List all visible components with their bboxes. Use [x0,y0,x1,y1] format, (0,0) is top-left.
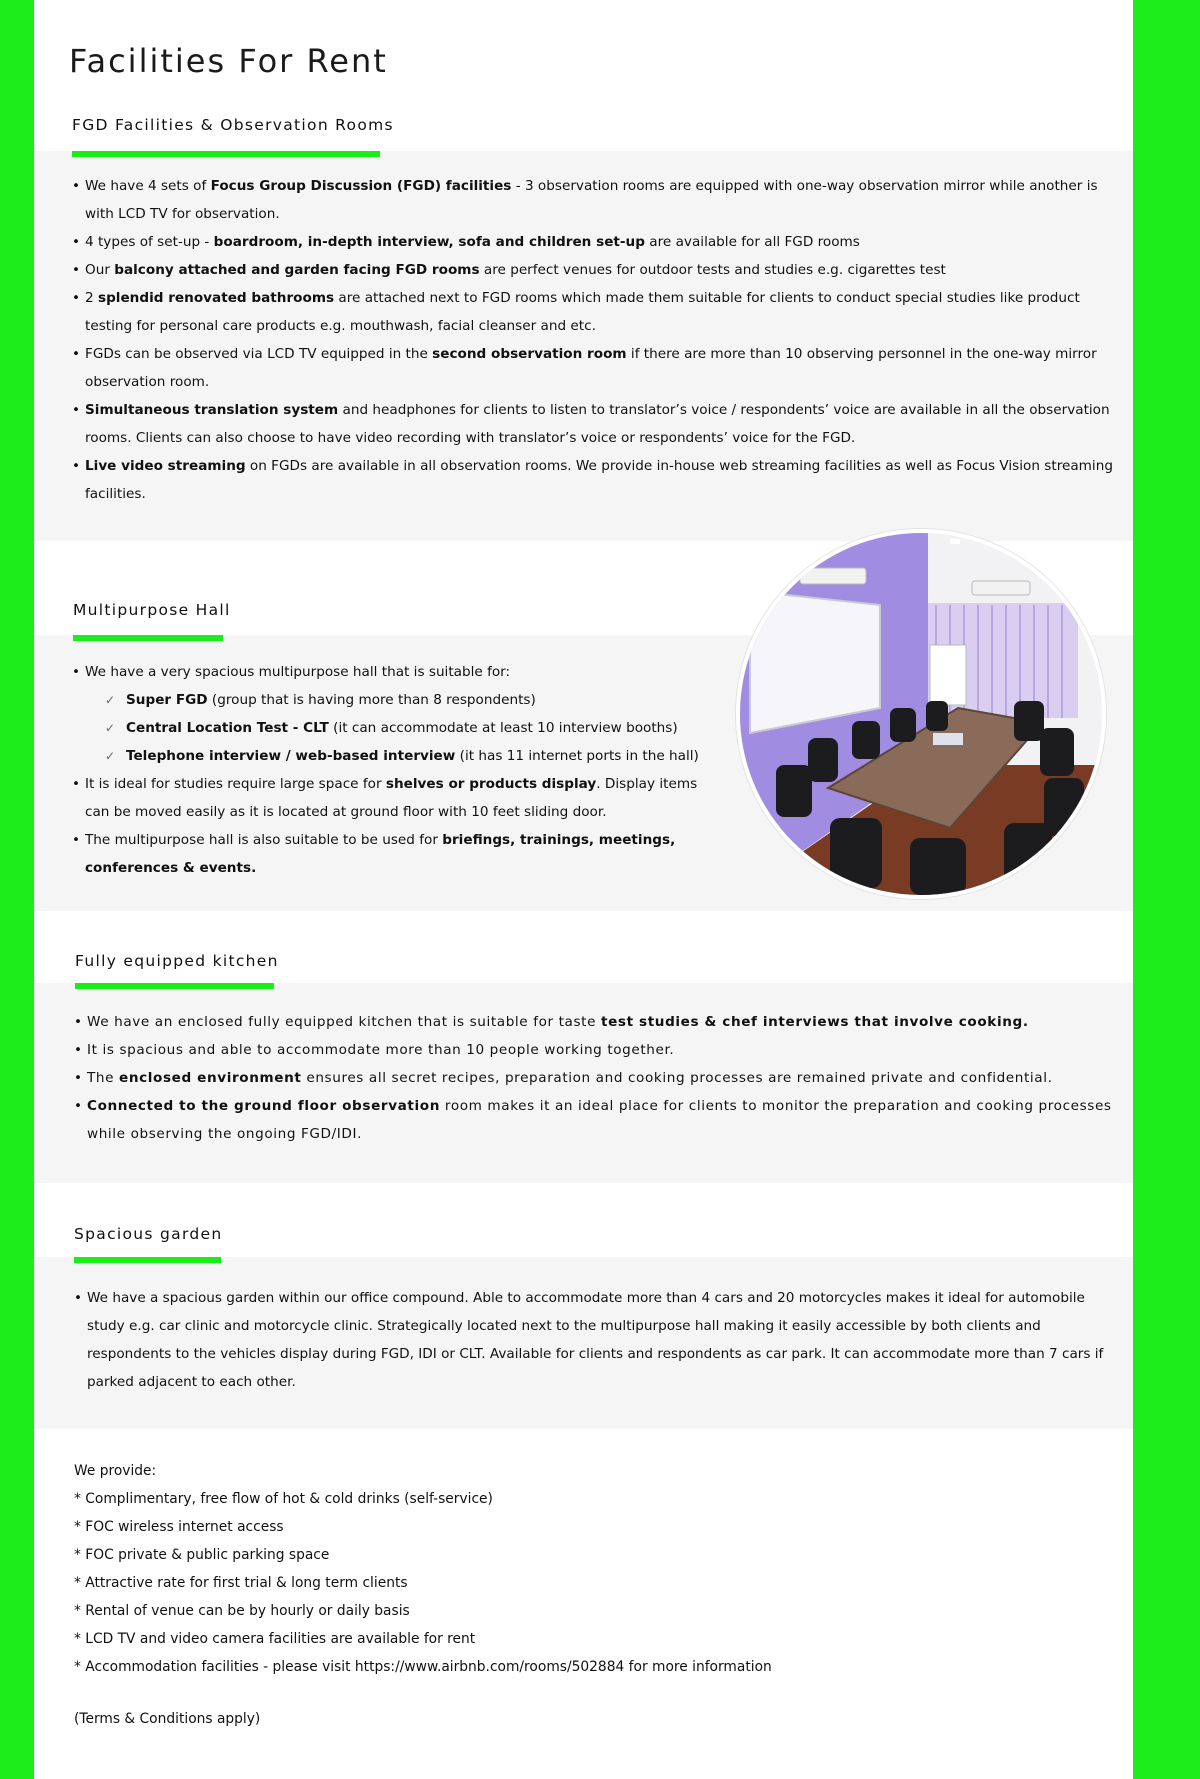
provide-item: * LCD TV and video camera facilities are available for rent [74,1631,476,1647]
text-run: The multipurpose hall is also suitable to be used for [85,832,443,848]
kitchen-heading-underline [75,983,274,989]
section-heading-garden: Spacious garden [74,1225,223,1243]
hall-bullet-item [72,826,712,882]
text-run: 4 types of set-up - [85,234,214,250]
text-run: on FGDs are available in all observation rooms. We provide in-house web streaming facilities as well as Focus Vision streaming facilities. [85,458,1113,502]
text-run: We have 4 sets of [85,178,211,194]
text-run: (it has 11 internet ports in the hall) [455,748,699,764]
bold-text: Focus Group Discussion (FGD) facilities [210,178,512,194]
text-run: We have a very spacious multipurpose hall that is suitable for: [85,664,511,680]
text-run: We have a spacious garden within our office compound. Able to accommodate more than 4 cars and 20 motorcycles makes it ideal for automobile study e.g. car clinic and motorcycle clinic. Strategically located next to the multipurpose hall making it easily accessible by both clients and respondents to the vehicles display during FGD, IDI or CLT. Available for clients and respondents as car park. It can accommodate more than 7 cars if parked adjacent to each other. [87,1290,1104,1390]
text-run: 2 [85,290,98,306]
hall-bullet-item [72,686,712,714]
fgd-bullet-item [72,396,1122,452]
provide-item: * FOC wireless internet access [74,1519,284,1535]
kitchen-bullet-item [74,1036,1129,1064]
kitchen-bullet-item [74,1064,1129,1092]
fgd-heading-underline [72,151,380,157]
text-run: (it can accommodate at least 10 interview booths) [328,720,678,736]
text-run: - 3 observation rooms are equipped with one-way observation mirror while another is with LCD TV for observation. [85,178,1098,222]
bold-text: balcony attached and garden facing FGD rooms [114,262,480,278]
garden-bullet-list [74,1284,1114,1396]
fgd-bullet-item [72,256,1122,284]
fgd-bullet-item [72,284,1122,340]
bold-text: Super FGD [126,692,208,708]
bold-text: splendid renovated bathrooms [97,290,335,306]
text-run: (group that is having more than 8 respondents) [207,692,536,708]
provide-item: * FOC private & public parking space [74,1547,330,1563]
text-run: . Display items can be moved easily as it is located at ground floor with 10 feet sliding door. [85,776,698,820]
fgd-bullet-item [72,228,1122,256]
provide-intro: We provide: [74,1463,157,1479]
section-heading-fgd: FGD Facilities & Observation Rooms [72,116,394,134]
provide-item: * Accommodation facilities - please visit https://www.airbnb.com/rooms/502884 for more information [74,1659,772,1675]
kitchen-bullet-item [74,1008,1129,1036]
page-content [34,0,1133,1779]
bold-text: Central Location Test - CLT [126,720,329,736]
bold-text: Live video streaming [85,458,246,474]
hall-bullet-item [72,742,712,770]
provide-item: * Attractive rate for first trial & long term clients [74,1575,408,1591]
bold-text: enclosed environment [119,1070,302,1086]
hall-bullet-item [72,658,712,686]
hall-bullet-item [72,770,712,826]
bold-text: Connected to the ground floor observation [87,1098,441,1114]
section-heading-hall: Multipurpose Hall [73,601,231,619]
text-run: are available for all FGD rooms [644,234,860,250]
bold-text: shelves or products display [385,776,597,792]
garden-bullet-item [74,1284,1114,1396]
bold-text: Simultaneous translation system [85,402,339,418]
text-run: FGDs can be observed via LCD TV equipped in the [85,346,433,362]
text-run: and headphones for clients to listen to translator’s voice / respondents’ voice are available in all the observation rooms. Clients can also choose to have video recording with translator’s voice or respondents’ voice for the FGD. [85,402,1110,446]
provide-list [74,1457,772,1681]
fgd-bullet-item [72,452,1122,508]
terms-note: (Terms & Conditions apply) [74,1711,261,1727]
meeting-room-photo [736,529,1106,899]
text-run: It is ideal for studies require large space for [85,776,386,792]
fgd-bullet-item [72,340,1122,396]
text-run: We have an enclosed fully equipped kitchen that is suitable for taste [87,1014,601,1030]
garden-heading-underline [74,1257,221,1263]
hall-bullet-list [72,658,712,882]
text-run: It is spacious and able to accommodate more than 10 people working together. [87,1042,675,1058]
kitchen-bullet-item [74,1092,1129,1148]
text-run: The [87,1070,120,1086]
text-run: room makes it an ideal place for clients to monitor the preparation and cooking processes while observing the ongoing FGD/IDI. [87,1098,1112,1142]
hall-heading-underline [73,635,223,641]
text-run: ensures all secret recipes, preparation and cooking processes are remained private and confidential. [301,1070,1053,1086]
provide-item: * Rental of venue can be by hourly or daily basis [74,1603,410,1619]
fgd-bullet-list [72,172,1122,508]
bold-text: boardroom, in-depth interview, sofa and children set-up [213,234,645,250]
text-run: if there are more than 10 observing personnel in the one-way mirror observation room. [85,346,1097,390]
provide-item: * Complimentary, free flow of hot & cold drinks (self-service) [74,1491,493,1507]
section-heading-kitchen: Fully equipped kitchen [75,952,279,970]
fgd-bullet-item [72,172,1122,228]
text-run: are attached next to FGD rooms which made them suitable for clients to conduct special studies like product testing for personal care products e.g. mouthwash, facial cleanser and etc. [85,290,1080,334]
hall-bullet-item [72,714,712,742]
text-run: are perfect venues for outdoor tests and studies e.g. cigarettes test [479,262,946,278]
bold-text: second observation room [432,346,627,362]
bold-text: test studies & chef interviews that involve cooking. [600,1014,1029,1030]
bold-text: Telephone interview / web-based interview [126,748,456,764]
kitchen-bullet-list [74,1008,1129,1148]
page-title: Facilities For Rent [69,42,388,80]
bold-text: briefings, trainings, meetings, conferences & events. [85,832,676,876]
text-run: Our [85,262,115,278]
